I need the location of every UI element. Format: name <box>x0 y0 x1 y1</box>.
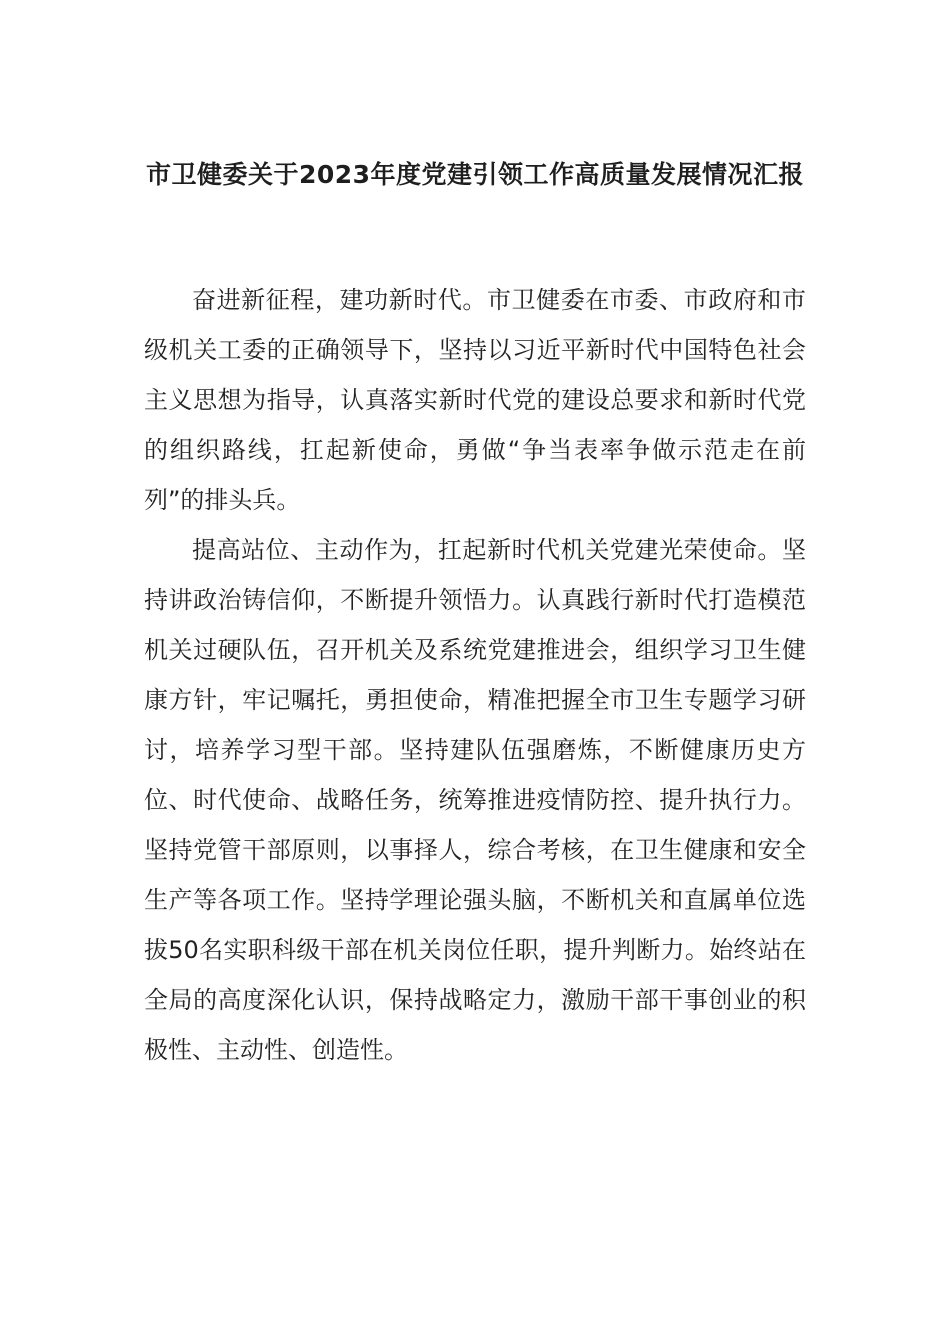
paragraph-party-building: 提高站位、主动作为，扛起新时代机关党建光荣使命。坚持讲政治铸信仰，不断提升领悟力。认真践行新时代打造模范机关过硬队伍，召开机关及系统党建推进会，组织学习卫生健康方针，牢记嘱托，勇担使命，精准把握全市卫生专题学习研讨，培养学习型干部。坚持建队伍强磨炼，不断健康历史方位、时代使命、战略任务，统筹推进疫情防控、提升执行力。坚持党管干部原则，以事择人，综合考核，在卫生健康和安全生产等各项工作。坚持学理论强头脑，不断机关和直属单位选拔50名实职科级干部在机关岗位任职，提升判断力。始终站在全局的高度深化认识，保持战略定力，激励干部干事创业的积极性、主动性、创造性。 <box>144 536 806 1064</box>
document-body <box>144 275 806 1075</box>
document-title: 市卫健委关于2023年度党建引领工作高质量发展情况汇报 <box>145 160 805 189</box>
paragraph-intro: 奋进新征程，建功新时代。市卫健委在市委、市政府和市级机关工委的正确领导下，坚持以习近平新时代中国特色社会主义思想为指导，认真落实新时代党的建设总要求和新时代党的组织路线，扛起新使命，勇做“争当表率争做示范走在前列”的排头兵。 <box>144 286 806 514</box>
